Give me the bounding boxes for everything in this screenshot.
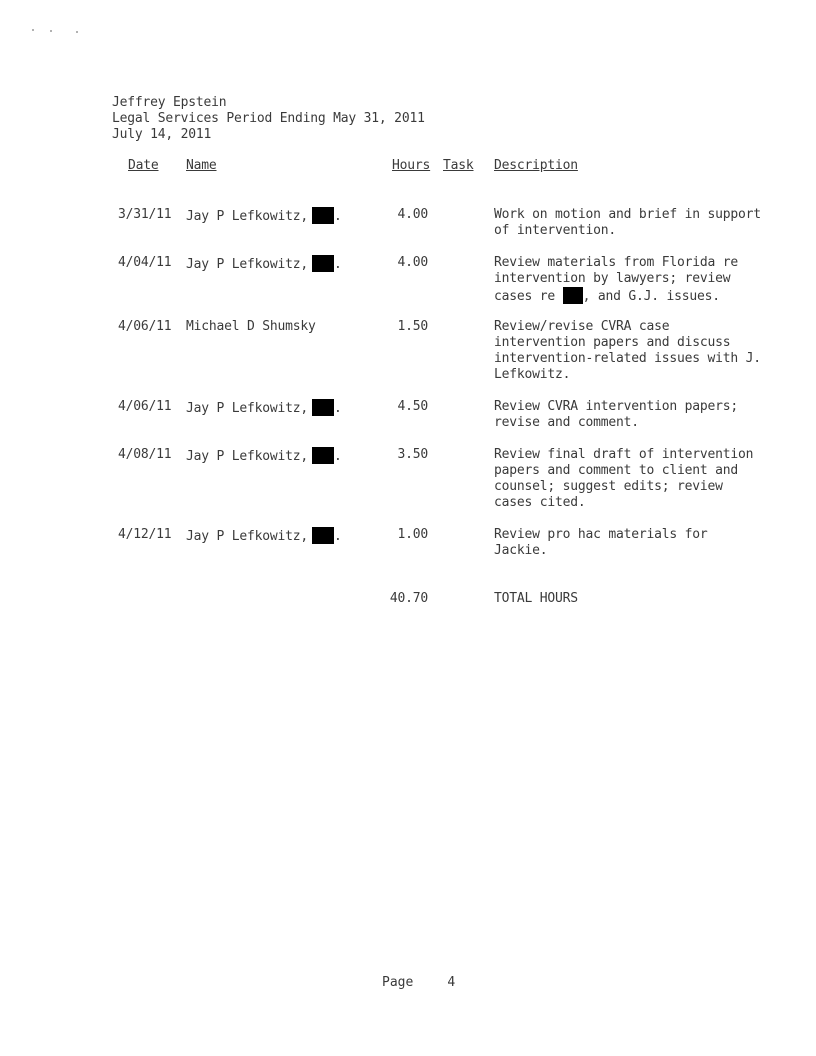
- description-line: papers and comment to client and: [494, 463, 739, 478]
- entry-name-text: Michael D Shumsky: [186, 319, 316, 334]
- description-line: Work on motion and brief in support: [494, 207, 761, 222]
- entry-description: [494, 319, 764, 383]
- entry-hours: 4.50: [397, 399, 428, 414]
- entry-date: 4/12/11: [118, 527, 172, 542]
- entry-date: 4/04/11: [118, 255, 172, 270]
- description-line: Review/revise CVRA case: [494, 319, 670, 334]
- description-line: counsel; suggest edits; review: [494, 479, 723, 494]
- entry-date: 4/06/11: [118, 319, 172, 334]
- entry-description: [494, 399, 764, 431]
- description-line: Review final draft of intervention: [494, 447, 754, 462]
- entry-name: Jay P Lefkowitz, .: [186, 449, 342, 464]
- document-date: July 14, 2011: [112, 127, 212, 142]
- column-header-date: Date: [128, 158, 159, 173]
- column-header-description: Description: [494, 158, 578, 173]
- entry-date: 3/31/11: [118, 207, 172, 222]
- entry-name: Jay P Lefkowitz, .: [186, 401, 342, 416]
- description-line: [494, 287, 764, 305]
- column-header-name: Name: [186, 158, 217, 173]
- column-header-task: Task: [443, 158, 474, 173]
- redaction-box: [312, 527, 334, 544]
- entry-name-text: Jay P Lefkowitz,: [186, 209, 309, 224]
- entry-name: Jay P Lefkowitz, .: [186, 209, 342, 224]
- entry-name: Jay P Lefkowitz, .: [186, 257, 342, 272]
- client-name: Jeffrey Epstein: [112, 95, 227, 110]
- time-entry: [0, 255, 816, 315]
- description-line: intervention papers and discuss: [494, 335, 731, 350]
- page-label: Page: [382, 975, 414, 990]
- entry-hours: 4.00: [397, 255, 428, 270]
- entry-description: [494, 447, 764, 511]
- entry-date: 4/06/11: [118, 399, 172, 414]
- redaction-box: [312, 447, 334, 464]
- description-fragment: , and G.J. issues.: [582, 289, 720, 304]
- entry-name-text: Jay P Lefkowitz,: [186, 257, 309, 272]
- billing-period: Legal Services Period Ending May 31, 2011: [112, 111, 425, 126]
- entry-name: [186, 319, 316, 335]
- entry-hours: 3.50: [397, 447, 428, 462]
- description-fragment: cases re: [494, 289, 556, 304]
- scan-specks: [32, 27, 92, 35]
- entry-hours: 1.00: [397, 527, 428, 542]
- description-line: Review pro hac materials for: [494, 527, 708, 542]
- entry-name-text: Jay P Lefkowitz,: [186, 401, 309, 416]
- document-header: [112, 95, 425, 143]
- total-hours-label: TOTAL HOURS: [494, 591, 578, 606]
- description-line: revise and comment.: [494, 415, 639, 430]
- description-line: Review materials from Florida re: [494, 255, 739, 270]
- time-entry: [0, 527, 816, 587]
- entry-description: [494, 527, 764, 559]
- page-number: 4: [447, 975, 456, 990]
- entry-date: 4/08/11: [118, 447, 172, 462]
- entry-description: [494, 255, 764, 305]
- time-entry: [0, 319, 816, 382]
- description-line: intervention by lawyers; review: [494, 271, 731, 286]
- redaction-box: [563, 287, 583, 304]
- description-line: of intervention.: [494, 223, 617, 238]
- description-line: Lefkowitz.: [494, 367, 571, 382]
- description-line: Jackie.: [494, 543, 548, 558]
- column-header-hours: Hours: [392, 158, 431, 173]
- entry-hours: 1.50: [397, 319, 428, 334]
- entry-name: Jay P Lefkowitz, .: [186, 529, 342, 544]
- description-line: intervention-related issues with J.: [494, 351, 761, 366]
- total-hours-value: 40.70: [389, 591, 428, 606]
- description-line: Review CVRA intervention papers;: [494, 399, 739, 414]
- entry-hours: 4.00: [397, 207, 428, 222]
- redaction-box: [312, 207, 334, 224]
- entry-name-text: Jay P Lefkowitz,: [186, 449, 309, 464]
- entry-description: [494, 207, 764, 239]
- time-entry: [0, 447, 816, 510]
- redaction-box: [312, 255, 334, 272]
- redaction-box: [312, 399, 334, 416]
- description-line: cases cited.: [494, 495, 586, 510]
- page-footer: [382, 975, 455, 990]
- entry-name-text: Jay P Lefkowitz,: [186, 529, 309, 544]
